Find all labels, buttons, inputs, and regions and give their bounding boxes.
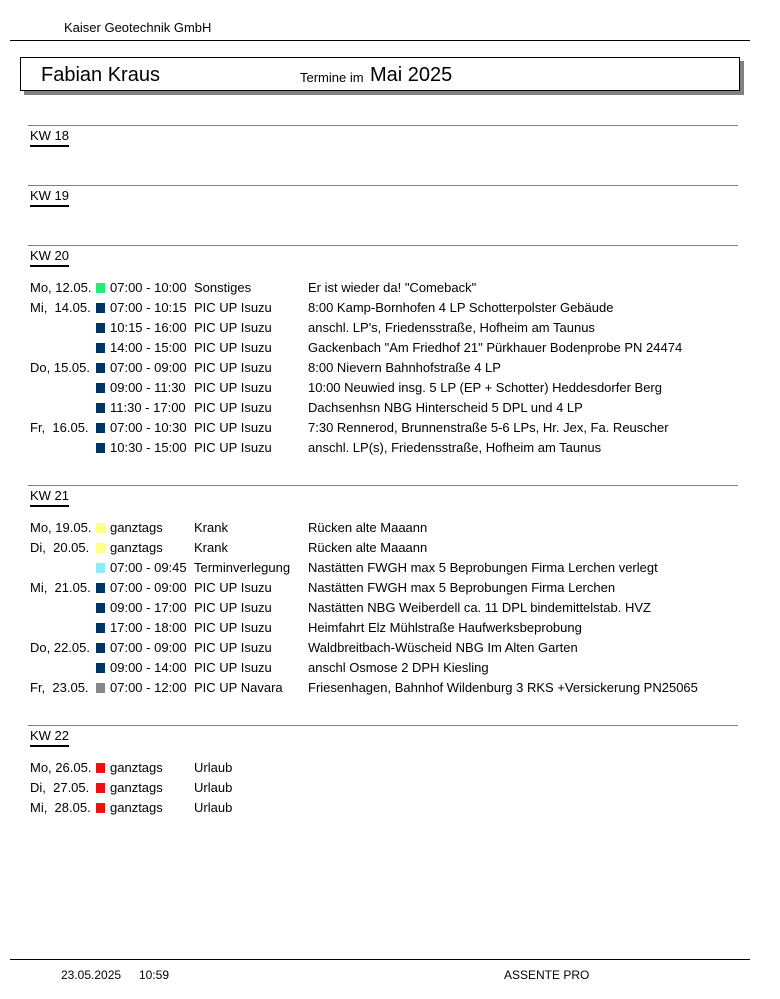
appointment-time: ganztags — [110, 780, 163, 795]
category-color-swatch — [96, 543, 105, 553]
appointment-description: Nastätten FWGH max 5 Beprobungen Firma Lerchen verlegt — [308, 560, 658, 575]
category-color-swatch — [96, 443, 105, 453]
appointment-category: Terminverlegung — [194, 560, 291, 575]
appointment-time: ganztags — [110, 800, 163, 815]
week-label: KW 19 — [30, 188, 69, 207]
appointment-time: 10:15 - 16:00 — [110, 320, 187, 335]
category-color-swatch — [96, 783, 105, 793]
appointment-description: 8:00 Nievern Bahnhofstraße 4 LP — [308, 360, 501, 375]
appointment-time: ganztags — [110, 540, 163, 555]
person-name: Fabian Kraus — [41, 64, 160, 86]
category-color-swatch — [96, 423, 105, 433]
appointment-day: Fr, 23.05. — [30, 680, 89, 695]
appointment-description: 10:00 Neuwied insg. 5 LP (EP + Schotter) Heddesdorfer Berg — [308, 380, 662, 395]
footer-divider — [10, 959, 750, 960]
appointment-category: PIC UP Isuzu — [194, 600, 272, 615]
week-divider — [28, 125, 738, 126]
title-month: Mai 2025 — [370, 64, 453, 86]
appointment-category: PIC UP Isuzu — [194, 360, 272, 375]
appointment-description: Nastätten FWGH max 5 Beprobungen Firma Lerchen — [308, 580, 616, 595]
appointment-time: 09:00 - 11:30 — [110, 380, 186, 395]
appointment-time: 07:00 - 10:00 — [110, 280, 187, 295]
appointment-day: Mi, 14.05. — [30, 300, 91, 315]
appointment-description: Rücken alte Maaann — [308, 520, 428, 535]
appointment-time: 14:00 - 15:00 — [110, 340, 187, 355]
appointment-time: 17:00 - 18:00 — [110, 620, 187, 635]
category-color-swatch — [96, 603, 105, 613]
appointment-day: Do, 15.05. — [30, 360, 90, 375]
appointment-description: Rücken alte Maaann — [308, 540, 428, 555]
category-color-swatch — [96, 643, 105, 653]
appointment-category: PIC UP Isuzu — [194, 420, 272, 435]
appointment-description: 8:00 Kamp-Bornhofen 4 LP Schotterpolster Gebäude — [308, 300, 614, 315]
category-color-swatch — [96, 343, 105, 353]
appointment-description: Gackenbach "Am Friedhof 21" Pürkhauer Bodenprobe PN 24474 — [308, 340, 683, 355]
appointment-category: Urlaub — [194, 800, 233, 815]
appointment-category: Urlaub — [194, 780, 233, 795]
appointment-day: Di, 20.05. — [30, 540, 90, 555]
appointment-day: Di, 27.05. — [30, 780, 90, 795]
week-label: KW 21 — [30, 488, 69, 507]
footer-time: 10:59 — [139, 968, 170, 982]
appointment-category: Krank — [194, 540, 228, 555]
week-label: KW 18 — [30, 128, 69, 147]
appointment-time: 07:00 - 09:45 — [110, 560, 187, 575]
appointment-time: 11:30 - 17:00 — [110, 400, 186, 415]
category-color-swatch — [96, 283, 105, 293]
appointment-time: 09:00 - 17:00 — [110, 600, 187, 615]
appointment-description: Heimfahrt Elz Mühlstraße Haufwerksbeprobung — [308, 620, 582, 635]
title-prefix: Termine im — [300, 70, 364, 85]
appointment-day: Mo, 26.05. — [30, 760, 92, 775]
title-box — [20, 57, 740, 91]
appointment-time: 07:00 - 09:00 — [110, 360, 187, 375]
appointment-category: PIC UP Navara — [194, 680, 283, 695]
appointment-category: PIC UP Isuzu — [194, 580, 272, 595]
appointment-category: PIC UP Isuzu — [194, 640, 272, 655]
appointment-category: PIC UP Isuzu — [194, 300, 272, 315]
category-color-swatch — [96, 383, 105, 393]
appointment-description: 7:30 Rennerod, Brunnenstraße 5-6 LPs, Hr. Jex, Fa. Reuscher — [308, 420, 669, 435]
appointment-time: 09:00 - 14:00 — [110, 660, 187, 675]
week-divider — [28, 245, 738, 246]
category-color-swatch — [96, 663, 105, 673]
appointment-category: PIC UP Isuzu — [194, 400, 272, 415]
appointment-category: PIC UP Isuzu — [194, 620, 272, 635]
appointment-category: Sonstiges — [194, 280, 252, 295]
footer-app-name: ASSENTE PRO — [504, 968, 590, 982]
appointment-time: 07:00 - 09:00 — [110, 580, 187, 595]
week-label: KW 22 — [30, 728, 69, 747]
category-color-swatch — [96, 683, 105, 693]
category-color-swatch — [96, 323, 105, 333]
appointment-category: PIC UP Isuzu — [194, 340, 272, 355]
appointment-time: ganztags — [110, 520, 163, 535]
category-color-swatch — [96, 303, 105, 313]
appointment-description: Nastätten NBG Weiberdell ca. 11 DPL bindemittelstab. HVZ — [308, 600, 651, 615]
appointment-category: PIC UP Isuzu — [194, 380, 272, 395]
appointment-category: Krank — [194, 520, 228, 535]
appointment-time: 10:30 - 15:00 — [110, 440, 187, 455]
category-color-swatch — [96, 583, 105, 593]
appointment-time: 07:00 - 10:30 — [110, 420, 187, 435]
category-color-swatch — [96, 763, 105, 773]
appointment-description: Waldbreitbach-Wüscheid NBG Im Alten Garten — [308, 640, 578, 655]
category-color-swatch — [96, 403, 105, 413]
appointment-category: Urlaub — [194, 760, 233, 775]
company-name: Kaiser Geotechnik GmbH — [64, 20, 212, 35]
appointment-time: ganztags — [110, 760, 163, 775]
appointment-description: Friesenhagen, Bahnhof Wildenburg 3 RKS +Versickerung PN25065 — [308, 680, 698, 695]
week-divider — [28, 485, 738, 486]
appointment-day: Mi, 21.05. — [30, 580, 91, 595]
appointment-day: Fr, 16.05. — [30, 420, 89, 435]
appointment-description: Dachsenhsn NBG Hinterscheid 5 DPL und 4 LP — [308, 400, 583, 415]
appointment-time: 07:00 - 12:00 — [110, 680, 187, 695]
appointment-category: PIC UP Isuzu — [194, 320, 272, 335]
week-divider — [28, 185, 738, 186]
appointment-time: 07:00 - 10:15 — [110, 300, 187, 315]
category-color-swatch — [96, 803, 105, 813]
footer-date: 23.05.2025 — [61, 968, 122, 982]
appointment-description: anschl. LP(s), Friedensstraße, Hofheim am Taunus — [308, 440, 602, 455]
header-divider — [10, 40, 750, 41]
appointment-time: 07:00 - 09:00 — [110, 640, 187, 655]
category-color-swatch — [96, 623, 105, 633]
appointment-description: anschl Osmose 2 DPH Kiesling — [308, 660, 489, 675]
appointment-description: anschl. LP's, Friedensstraße, Hofheim am Taunus — [308, 320, 595, 335]
appointment-category: PIC UP Isuzu — [194, 440, 272, 455]
appointment-day: Mi, 28.05. — [30, 800, 91, 815]
appointment-category: PIC UP Isuzu — [194, 660, 272, 675]
week-label: KW 20 — [30, 248, 69, 267]
appointment-description: Er ist wieder da! "Comeback" — [308, 280, 477, 295]
category-color-swatch — [96, 523, 105, 533]
appointment-day: Do, 22.05. — [30, 640, 90, 655]
category-color-swatch — [96, 363, 105, 373]
appointment-day: Mo, 12.05. — [30, 280, 92, 295]
week-divider — [28, 725, 738, 726]
appointment-day: Mo, 19.05. — [30, 520, 92, 535]
category-color-swatch — [96, 563, 105, 573]
